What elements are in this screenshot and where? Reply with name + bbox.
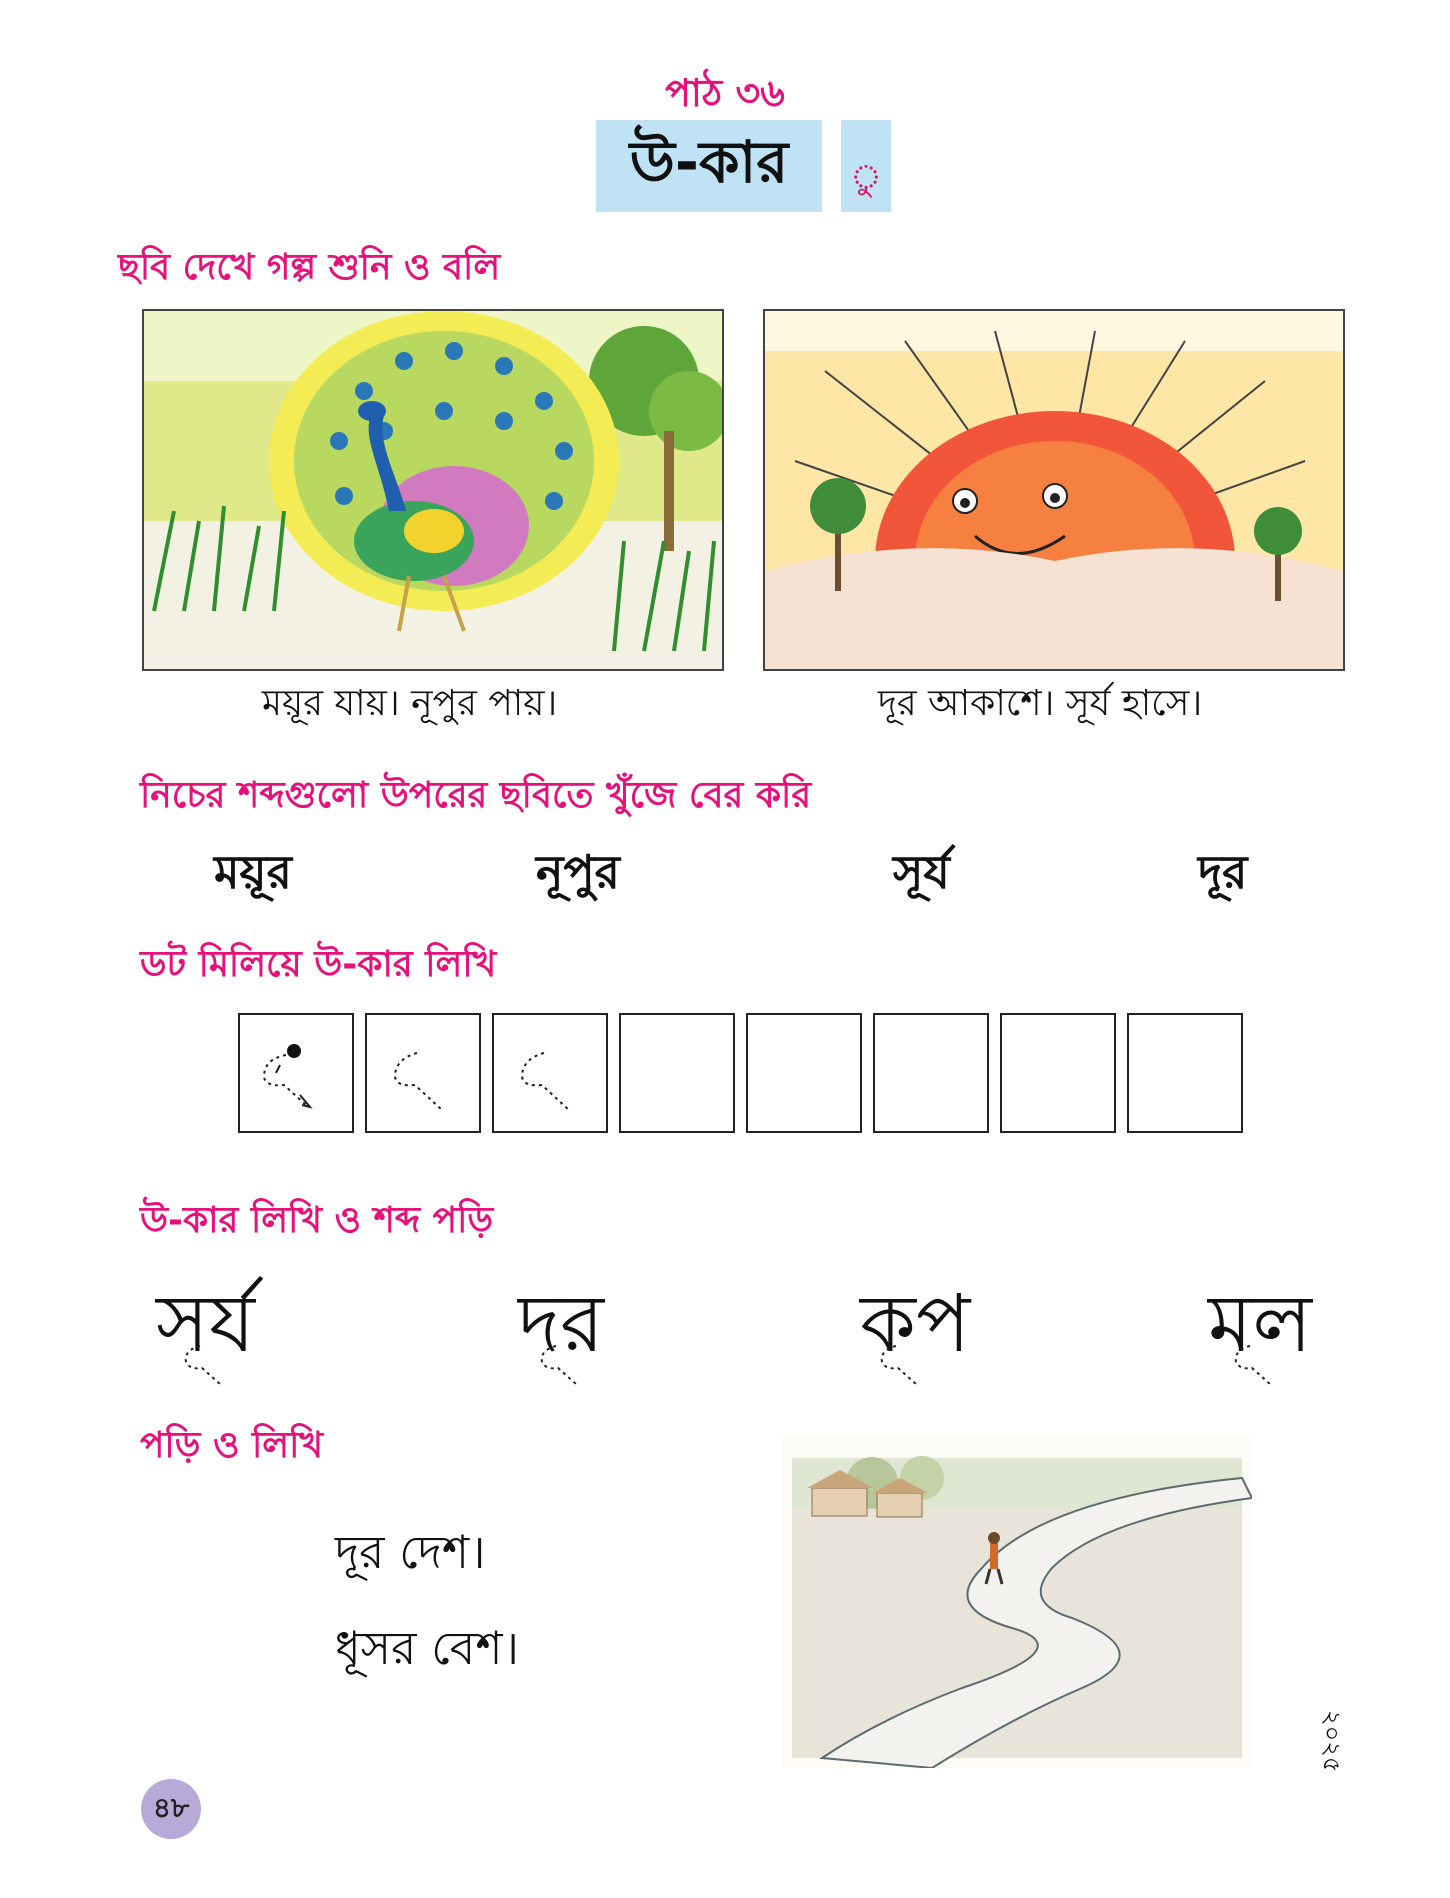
- write-word-3: কপ: [860, 1277, 971, 1370]
- peacock-picture: [142, 309, 724, 671]
- section-heading-story: ছবি দেখে গল্প শুনি ও বলি: [118, 247, 501, 288]
- vowel-sign-box: ু: [841, 120, 891, 212]
- word-surjo: সূর্য: [893, 845, 950, 899]
- trace-guide-icon: [240, 1015, 352, 1131]
- trace-dots-icon: [367, 1015, 479, 1131]
- trace-box-6[interactable]: [873, 1013, 989, 1133]
- trace-box-8[interactable]: [1127, 1013, 1243, 1133]
- trace-box-1: [238, 1013, 354, 1133]
- write-word-1: সর্য: [156, 1277, 255, 1370]
- trace-box-7[interactable]: [1000, 1013, 1116, 1133]
- dotted-ukar-icon: [1230, 1340, 1290, 1390]
- write-word-2: দর: [518, 1277, 605, 1370]
- reading-line-2: ধূসর বেশ।: [335, 1621, 520, 1675]
- trace-box-5[interactable]: [746, 1013, 862, 1133]
- side-year-text: ২০২৫: [1318, 1710, 1346, 1773]
- trace-dots-icon: [494, 1015, 606, 1131]
- road-picture: [782, 1438, 1252, 1768]
- lesson-title: উ-কার: [596, 120, 822, 212]
- peacock-caption: ময়ূর যায়। নূপুর পায়।: [262, 683, 558, 724]
- dotted-ukar-icon: [180, 1340, 240, 1390]
- section-heading-find-words: নিচের শব্দগুলো উপরের ছবিতে খুঁজে বের করি: [140, 775, 812, 816]
- trace-box-4[interactable]: [619, 1013, 735, 1133]
- sun-illustration: [765, 311, 1343, 669]
- page-number: ৪৮: [141, 1779, 201, 1839]
- peacock-illustration: [144, 311, 722, 669]
- sun-picture: [763, 309, 1345, 671]
- word-mayur: ময়ূর: [214, 845, 292, 899]
- section-heading-write-read: উ-কার লিখি ও শব্দ পড়ি: [140, 1200, 494, 1241]
- lesson-number: পাঠ ৩৬: [665, 71, 785, 115]
- trace-box-2: [365, 1013, 481, 1133]
- reading-line-1: দূর দেশ।: [335, 1525, 486, 1579]
- sun-caption: দূর আকাশে। সূর্য হাসে।: [878, 683, 1203, 724]
- section-heading-read-write: পড়ি ও লিখি: [140, 1425, 324, 1466]
- road-illustration: [782, 1438, 1252, 1768]
- word-nupur: নূপুর: [536, 845, 620, 899]
- dotted-ukar-icon: [876, 1340, 936, 1390]
- write-word-4: মল: [1208, 1277, 1313, 1370]
- dotted-ukar-icon: [536, 1340, 596, 1390]
- word-dur: দূর: [1198, 845, 1248, 899]
- section-heading-trace: ডট মিলিয়ে উ-কার লিখি: [140, 944, 497, 985]
- trace-box-3: [492, 1013, 608, 1133]
